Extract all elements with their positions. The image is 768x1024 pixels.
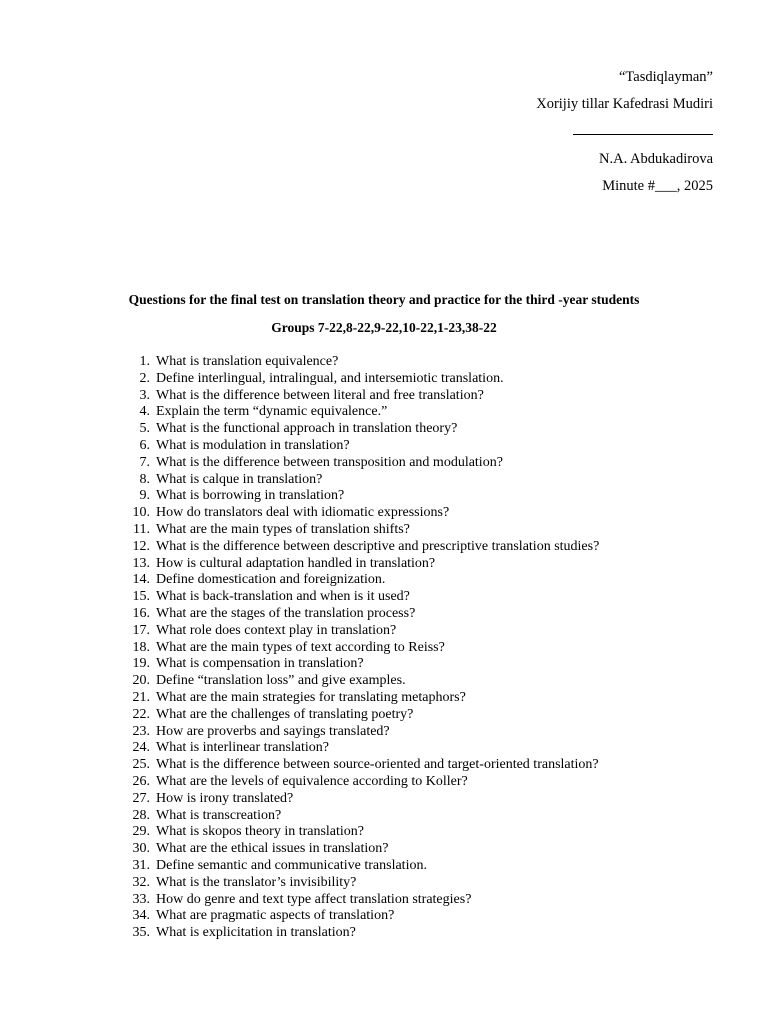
question-item (120, 690, 599, 707)
question-number: 7. (139, 454, 150, 470)
signature-line (573, 122, 713, 135)
question-text: What are the main types of text according to Reiss? (156, 639, 445, 655)
question-item (120, 656, 599, 673)
question-text: What are pragmatic aspects of translation? (156, 908, 395, 924)
question-text: What is the difference between literal and free translation? (156, 387, 484, 403)
question-item (120, 808, 599, 825)
question-item (120, 724, 599, 741)
question-text: Define domestication and foreignization. (156, 572, 386, 588)
question-item (120, 757, 599, 774)
question-item (120, 421, 599, 438)
question-item (120, 539, 599, 556)
question-number: 30. (132, 841, 150, 857)
question-item (120, 404, 599, 421)
question-text: How is irony translated? (156, 790, 294, 806)
question-text: How are proverbs and sayings translated? (156, 723, 390, 739)
question-item (120, 892, 599, 909)
question-number: 34. (132, 908, 150, 924)
question-text: What are the levels of equivalence according to Koller? (156, 773, 468, 789)
question-item (120, 623, 599, 640)
approver-position: Xorijiy tillar Kafedrasi Mudiri (536, 96, 713, 112)
question-text: What is explicitation in translation? (156, 925, 356, 941)
approval-block (536, 68, 713, 204)
question-text: What is calque in translation? (156, 471, 323, 487)
question-text: Explain the term “dynamic equivalence.” (156, 404, 388, 420)
question-text: What is borrowing in translation? (156, 488, 345, 504)
question-number: 10. (132, 505, 150, 521)
question-number: 2. (139, 370, 150, 386)
question-number: 19. (132, 656, 150, 672)
minute-number: Minute #___, 2025 (602, 178, 713, 194)
question-item (120, 606, 599, 623)
question-text: What is the difference between source-oriented and target-oriented translation? (156, 757, 599, 773)
question-number: 35. (132, 925, 150, 941)
question-number: 23. (132, 723, 150, 739)
question-text: What is the translator’s invisibility? (156, 874, 357, 890)
approver-name: N.A. Abdukadirova (599, 151, 713, 167)
question-text: What is back-translation and when is it used? (156, 589, 410, 605)
question-number: 32. (132, 874, 150, 890)
question-text: What is modulation in translation? (156, 437, 350, 453)
question-item (120, 707, 599, 724)
question-text: What are the ethical issues in translation? (156, 841, 389, 857)
question-list (120, 354, 599, 942)
question-number: 6. (139, 437, 150, 453)
question-number: 12. (132, 538, 150, 554)
question-number: 16. (132, 605, 150, 621)
document-title: Questions for the final test on translation theory and practice for the third -year students (128, 292, 640, 307)
question-item (120, 354, 599, 371)
question-number: 24. (132, 740, 150, 756)
question-text: What is translation equivalence? (156, 354, 339, 369)
question-text: How do translators deal with idiomatic expressions? (156, 505, 450, 521)
question-number: 27. (132, 790, 150, 806)
groups-line: Groups 7-22,8-22,9-22,10-22,1-23,38-22 (271, 320, 497, 335)
question-item (120, 740, 599, 757)
question-item (120, 371, 599, 388)
question-text: What is the functional approach in translation theory? (156, 421, 458, 437)
question-text: What are the main strategies for translating metaphors? (156, 689, 466, 705)
question-number: 20. (132, 673, 150, 689)
question-item (120, 824, 599, 841)
question-number: 28. (132, 807, 150, 823)
question-item (120, 522, 599, 539)
question-number: 14. (132, 572, 150, 588)
question-item (120, 505, 599, 522)
question-item (120, 673, 599, 690)
question-number: 9. (139, 488, 150, 504)
question-item (120, 556, 599, 573)
question-number: 3. (139, 387, 150, 403)
question-item (120, 589, 599, 606)
question-item (120, 774, 599, 791)
question-item (120, 858, 599, 875)
question-text: What is the difference between transposition and modulation? (156, 454, 503, 470)
question-number: 13. (132, 555, 150, 571)
question-number: 22. (132, 706, 150, 722)
question-item (120, 908, 599, 925)
question-number: 8. (139, 471, 150, 487)
approval-word: “Tasdiqlayman” (618, 69, 713, 85)
question-number: 26. (132, 773, 150, 789)
question-item (120, 841, 599, 858)
question-text: What are the main types of translation shifts? (156, 521, 410, 537)
question-item (120, 438, 599, 455)
question-text: What are the stages of the translation process? (156, 605, 416, 621)
question-text: Define interlingual, intralingual, and intersemiotic translation. (156, 370, 504, 386)
question-number: 29. (132, 824, 150, 840)
question-item (120, 572, 599, 589)
question-number: 33. (132, 891, 150, 907)
question-text: What are the challenges of translating poetry? (156, 706, 414, 722)
question-item (120, 472, 599, 489)
question-item (120, 875, 599, 892)
question-number: 17. (132, 622, 150, 638)
question-number: 31. (132, 857, 150, 873)
question-text: Define semantic and communicative translation. (156, 857, 427, 873)
question-text: What is transcreation? (156, 807, 282, 823)
question-text: What is interlinear translation? (156, 740, 329, 756)
question-item (120, 640, 599, 657)
question-number: 11. (133, 521, 150, 537)
question-text: How do genre and text type affect translation strategies? (156, 891, 472, 907)
question-number: 25. (132, 757, 150, 773)
question-text: What is the difference between descriptive and prescriptive translation studies? (156, 538, 600, 554)
question-number: 15. (132, 589, 150, 605)
question-number: 21. (132, 689, 150, 705)
question-item (120, 925, 599, 942)
question-item (120, 488, 599, 505)
question-number: 5. (139, 421, 150, 437)
question-number: 18. (132, 639, 150, 655)
question-item (120, 791, 599, 808)
question-text: Define “translation loss” and give examples. (156, 673, 406, 689)
question-number: 4. (139, 404, 150, 420)
question-item (120, 455, 599, 472)
question-text: What role does context play in translation? (156, 622, 397, 638)
question-text: What is skopos theory in translation? (156, 824, 365, 840)
question-text: How is cultural adaptation handled in translation? (156, 555, 436, 571)
question-item (120, 388, 599, 405)
question-text: What is compensation in translation? (156, 656, 364, 672)
question-number: 1. (139, 354, 150, 369)
